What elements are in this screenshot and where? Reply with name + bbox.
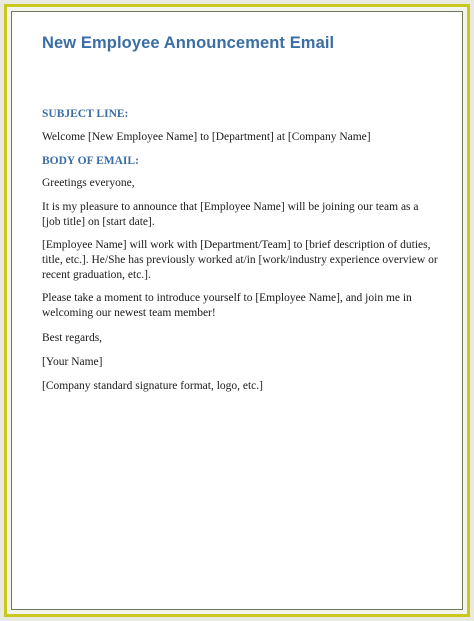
paragraph-duties: [Employee Name] will work with [Department/Team] to [brief description of duties, title, etc.]. He/She has previously worked at/in [work/industry experience overview or recent graduation, etc.]. [42,239,438,281]
greeting-text: Greetings everyone, [42,177,135,189]
document-sheet [11,11,463,610]
subject-line-heading: SUBJECT LINE: [42,108,129,120]
document-content [42,34,438,394]
paragraph-announcement: It is my pleasure to announce that [Employee Name] will be joining our team as a [job title] on [start date]. [42,201,419,228]
closing-text: Best regards, [42,332,103,344]
document-title: New Employee Announcement Email [42,34,335,52]
yellow-border [4,4,470,617]
paragraph-welcome: Please take a moment to introduce yourself to [Employee Name], and join me in welcoming our newest team member! [42,292,412,319]
body-of-email-heading: BODY OF EMAIL: [42,155,139,167]
signer-name: [Your Name] [42,356,103,368]
subject-line-text: Welcome [New Employee Name] to [Department] at [Company Name] [42,131,371,143]
signature-placeholder: [Company standard signature format, logo, etc.] [42,380,263,392]
